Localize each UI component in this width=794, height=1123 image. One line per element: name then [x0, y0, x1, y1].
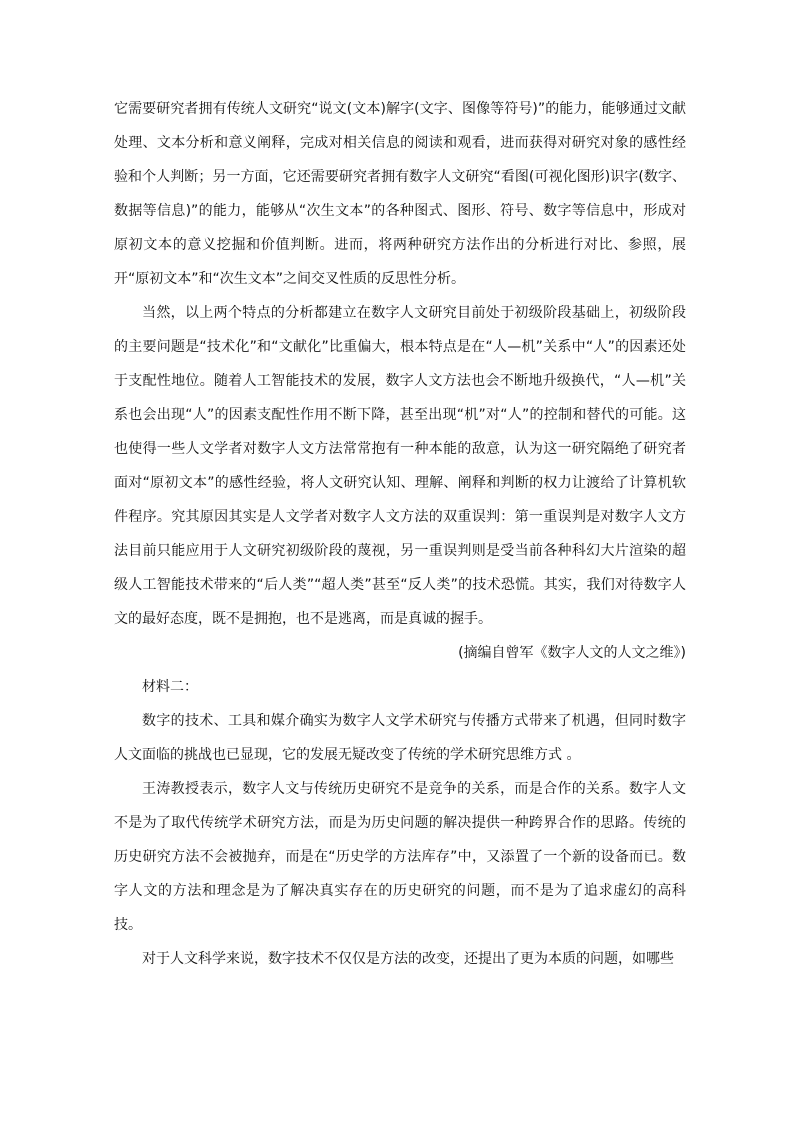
source-citation: (摘编自曾军《数字人文的人文之维》)	[458, 645, 686, 661]
document-page	[114, 92, 686, 976]
paragraph-4: 王涛教授表示，数字人文与传统历史研究不是竞争的关系，而是合作的关系。数字人文不是为了取代传统学术研究方法，而是为历史问题的解决提供一种跨界合作的思路。传统的历史研究方法不会被抛弃，而是在“历史学的方法库存”中，又添置了一个新的设备而已。数字人文的方法和理念是为了解决真实存在的历史研究的问题，而不是为了追求虚幻的高科技。	[114, 781, 686, 933]
paragraph-5: 对于人文科学来说，数字技术不仅仅是方法的改变，还提出了更为本质的问题，如哪些	[142, 951, 674, 967]
paragraph-1: 它需要研究者拥有传统人文研究“说文(文本)解字(文字、图像等符号)”的能力，能够通过文献处理、文本分析和意义阐释，完成对相关信息的阅读和观看，进而获得对研究对象的感性经验和个人判断；另一方面，它还需要研究者拥有数字人文研究“看图(可视化图形)识字(数字、数据等信息)”的能力，能够从“次生文本”的各种图式、图形、符号、数字等信息中，形成对原初文本的意义挖掘和价值判断。进而，将两种研究方法作出的分析进行对比、参照，展开“原初文本”和“次生文本”之间交叉性质的反思性分析。	[114, 101, 686, 287]
paragraph-2: 当然，以上两个特点的分析都建立在数字人文研究目前处于初级阶段基础上，初级阶段的主要问题是“技术化”和“文献化”比重偏大，根本特点是在“人—机”关系中“人”的因素还处于支配性地位。随着人工智能技术的发展，数字人文方法也会不断地升级换代，“人—机”关系也会出现“人”的因素支配性作用不断下降，甚至出现“机”对“人”的控制和替代的可能。这也使得一些人文学者对数字人文方法常常抱有一种本能的敌意，认为这一研究隔绝了研究者面对“原初文本”的感性经验，将人文研究认知、理解、阐释和判断的权力让渡给了计算机软件程序。究其原因其实是人文学者对数字人文方法的双重误判：第一重误判是对数字人文方法目前只能应用于人文研究初级阶段的蔑视，另一重误判则是受当前各种科幻大片渲染的超级人工智能技术带来的“后人类”“超人类”甚至“反人类”的技术恐慌。其实，我们对待数字人文的最好态度，既不是拥抱，也不是逃离，而是真诚的握手。	[114, 305, 686, 627]
section-label: 材料二：	[142, 679, 198, 695]
paragraph-3: 数字的技术、工具和媒介确实为数字人文学术研究与传播方式带来了机遇，但同时数字人文面临的挑战也已显现，它的发展无疑改变了传统的学术研究思维方式 。	[114, 713, 686, 763]
